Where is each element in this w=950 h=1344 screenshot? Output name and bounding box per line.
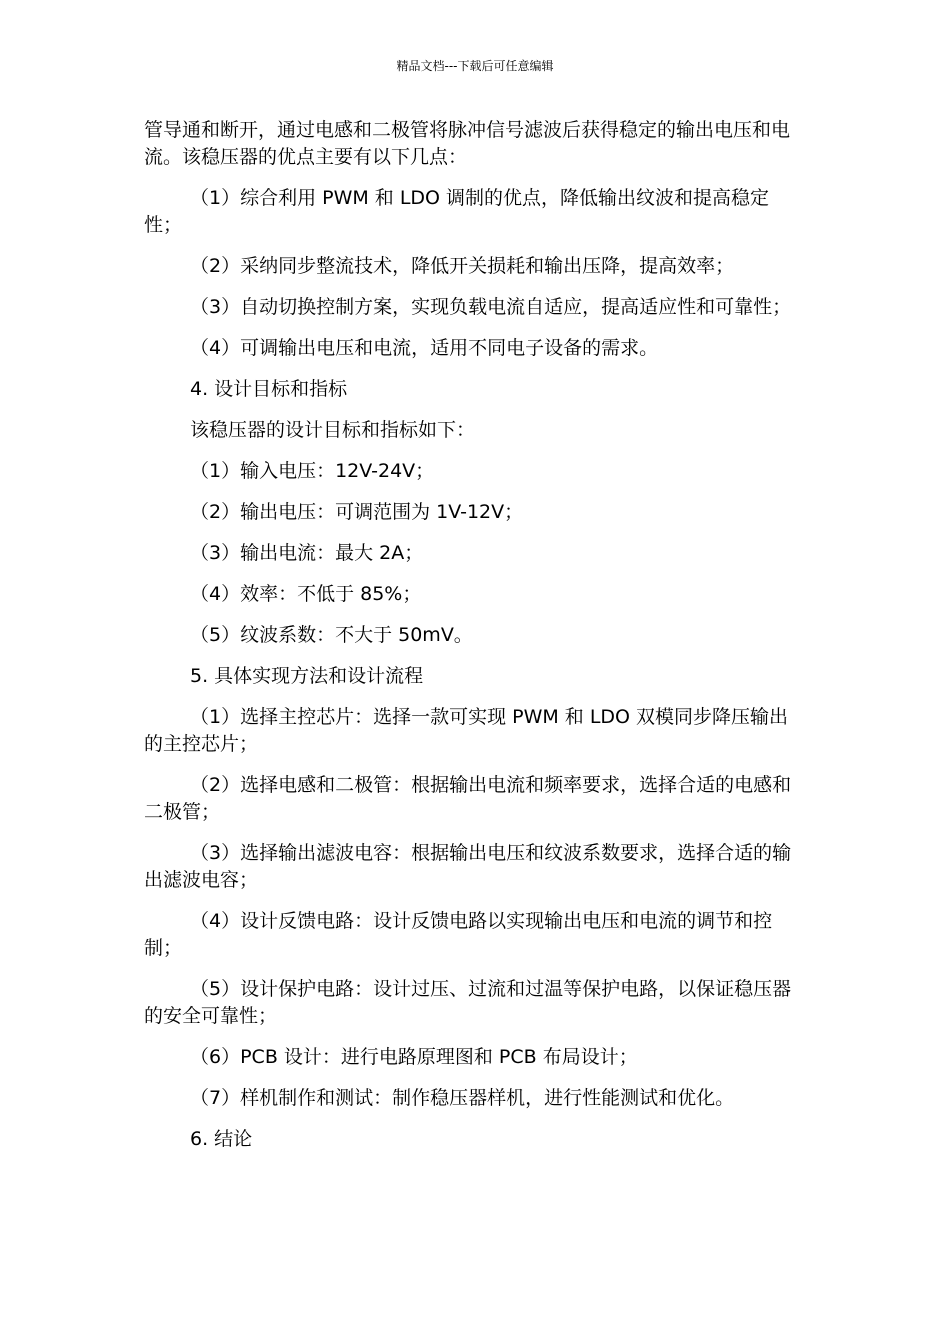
section-heading-6: 6. 结论 [190, 1128, 253, 1150]
document-body [144, 117, 806, 1167]
list-item-step-7: （7）样机制作和测试：制作稳压器样机，进行性能测试和优化。 [190, 1087, 735, 1109]
list-item-step-1: （1）选择主控芯片：选择一款可实现 PWM 和 LDO 双模同步降压输出的主控芯片； [144, 706, 789, 755]
paragraph-targets-intro: 该稳压器的设计目标和指标如下： [190, 419, 476, 441]
list-item-advantage-1: （1）综合利用 PWM 和 LDO 调制的优点，降低输出纹波和提高稳定性； [144, 187, 770, 236]
list-item-spec-2: （2）输出电压：可调范围为 1V-12V； [190, 501, 524, 523]
list-item-step-3: （3）选择输出滤波电容：根据输出电压和纹波系数要求，选择合适的输出滤波电容； [144, 842, 792, 891]
list-item-advantage-3: （3）自动切换控制方案，实现负载电流自适应，提高适应性和可靠性； [190, 296, 792, 318]
list-item-spec-5: （5）纹波系数：不大于 50mV。 [190, 624, 473, 646]
list-item-advantage-2: （2）采纳同步整流技术，降低开关损耗和输出压降，提高效率； [190, 255, 735, 277]
list-item-spec-4: （4）效率：不低于 85%； [190, 583, 422, 605]
list-item-step-4: （4）设计反馈电路：设计反馈电路以实现输出电压和电流的调节和控制； [144, 910, 773, 959]
page-header: 精品文档---下载后可任意编辑 [396, 59, 554, 73]
list-item-spec-3: （3）输出电流：最大 2A； [190, 542, 424, 564]
list-item-step-2: （2）选择电感和二极管：根据输出电流和频率要求，选择合适的电感和二极管； [144, 774, 792, 823]
list-item-spec-1: （1）输入电压：12V-24V； [190, 460, 435, 482]
list-item-advantage-4: （4）可调输出电压和电流，适用不同电子设备的需求。 [190, 337, 659, 359]
section-heading-5: 5. 具体实现方法和设计流程 [190, 665, 424, 687]
list-item-step-5: （5）设计保护电路：设计过压、过流和过温等保护电路，以保证稳压器的安全可靠性； [144, 978, 792, 1027]
list-item-step-6: （6）PCB 设计：进行电路原理图和 PCB 布局设计； [190, 1046, 638, 1068]
section-heading-4: 4. 设计目标和指标 [190, 378, 348, 400]
paragraph-intro: 管导通和断开，通过电感和二极管将脉冲信号滤波后获得稳定的输出电压和电流。该稳压器的优点主要有以下几点： [144, 119, 791, 168]
